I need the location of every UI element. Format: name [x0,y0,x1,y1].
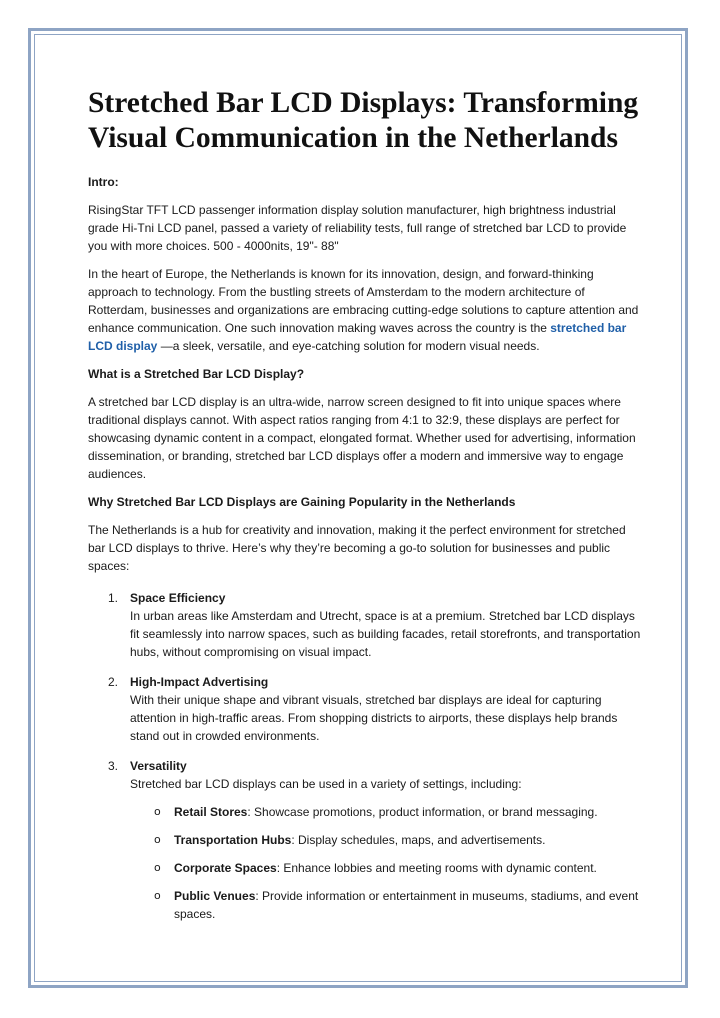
intro-label: Intro: [88,175,119,189]
stretched-bar-lcd-link[interactable]: stretched bar LCD display [88,321,627,353]
bullet-icon: o [154,889,161,902]
list-item-text: Stretched bar LCD displays can be used in a variety of settings, including: [130,777,522,791]
sublist-item [130,831,644,849]
sublist-text: : Enhance lobbies and meeting rooms with dynamic content. [276,861,597,875]
list-item-text: With their unique shape and vibrant visuals, stretched bar displays are ideal for capturing attention in high-traffic areas. From shopping districts to airports, these displays help brands stand out in crowded environments. [130,693,618,743]
reasons-list [88,589,644,923]
sublist-item [130,887,644,923]
list-item-title: Versatility [130,759,187,773]
sublist-text: : Showcase promotions, product information, or brand messaging. [247,805,598,819]
list-item [88,673,644,745]
bullet-icon: o [154,833,161,846]
context-text-after: —a sleek, versatile, and eye-catching solution for modern visual needs. [157,339,540,353]
sublist-text: : Provide information or entertainment in museums, stadiums, and event spaces. [174,889,639,921]
context-text-before: In the heart of Europe, the Netherlands is known for its innovation, design, and forward-thinking approach to technology. From the bustling streets of Amsterdam to the modern architecture of Rotterdam, businesses and organizations are embracing cutting-edge solutions to capture attention and enhance communication. One such innovation making waves across the country is the [88,267,639,335]
list-item [88,589,644,661]
document-page [88,86,644,933]
sublist-term: Corporate Spaces [174,861,277,875]
list-number: 1. [108,591,119,605]
sublist-term: Public Venues [174,889,256,903]
list-number: 2. [108,675,119,689]
list-number: 3. [108,759,119,773]
list-item-title: Space Efficiency [130,591,226,605]
list-item-text: In urban areas like Amsterdam and Utrecht, space is at a premium. Stretched bar LCD displays fit seamlessly into narrow spaces, such as building facades, retail storefronts, and transportation hubs, without compromising on visual impact. [130,609,641,659]
bullet-icon: o [154,805,161,818]
bullet-icon: o [154,861,161,874]
sublist-term: Retail Stores [174,805,248,819]
section-heading-why-popular: Why Stretched Bar LCD Displays are Gaining Popularity in the Netherlands [88,495,516,509]
intro-paragraph: RisingStar TFT LCD passenger information display solution manufacturer, high brightness industrial grade Hi-Tni LCD panel, passed a variety of reliability tests, full range of stretched bar LCD to provide you with more choices. 500 - 4000nits, 19"- 88" [88,203,627,253]
document-title: Stretched Bar LCD Displays: Transforming Visual Communication in the Netherlands [88,87,639,154]
context-paragraph [88,265,644,355]
sublist-term: Transportation Hubs [174,833,292,847]
what-is-paragraph: A stretched bar LCD display is an ultra-wide, narrow screen designed to fit into unique spaces where traditional displays cannot. With aspect ratios ranging from 4:1 to 32:9, these displays are perfect for showcasing dynamic content in a compact, elongated format. Whether used for advertising, information dissemination, or branding, stretched bar LCD displays offer a modern and immersive way to engage audiences. [88,395,636,481]
sublist-item [130,859,644,877]
why-popular-paragraph: The Netherlands is a hub for creativity and innovation, making it the perfect environment for stretched bar LCD displays to thrive. Here’s why they’re becoming a go-to solution for businesses and public spaces: [88,523,626,573]
section-heading-what-is: What is a Stretched Bar LCD Display? [88,367,305,381]
list-item-title: High-Impact Advertising [130,675,269,689]
sublist-item [130,803,644,821]
sublist-text: : Display schedules, maps, and advertisements. [291,833,546,847]
list-item [88,757,644,923]
settings-sublist [130,803,644,923]
